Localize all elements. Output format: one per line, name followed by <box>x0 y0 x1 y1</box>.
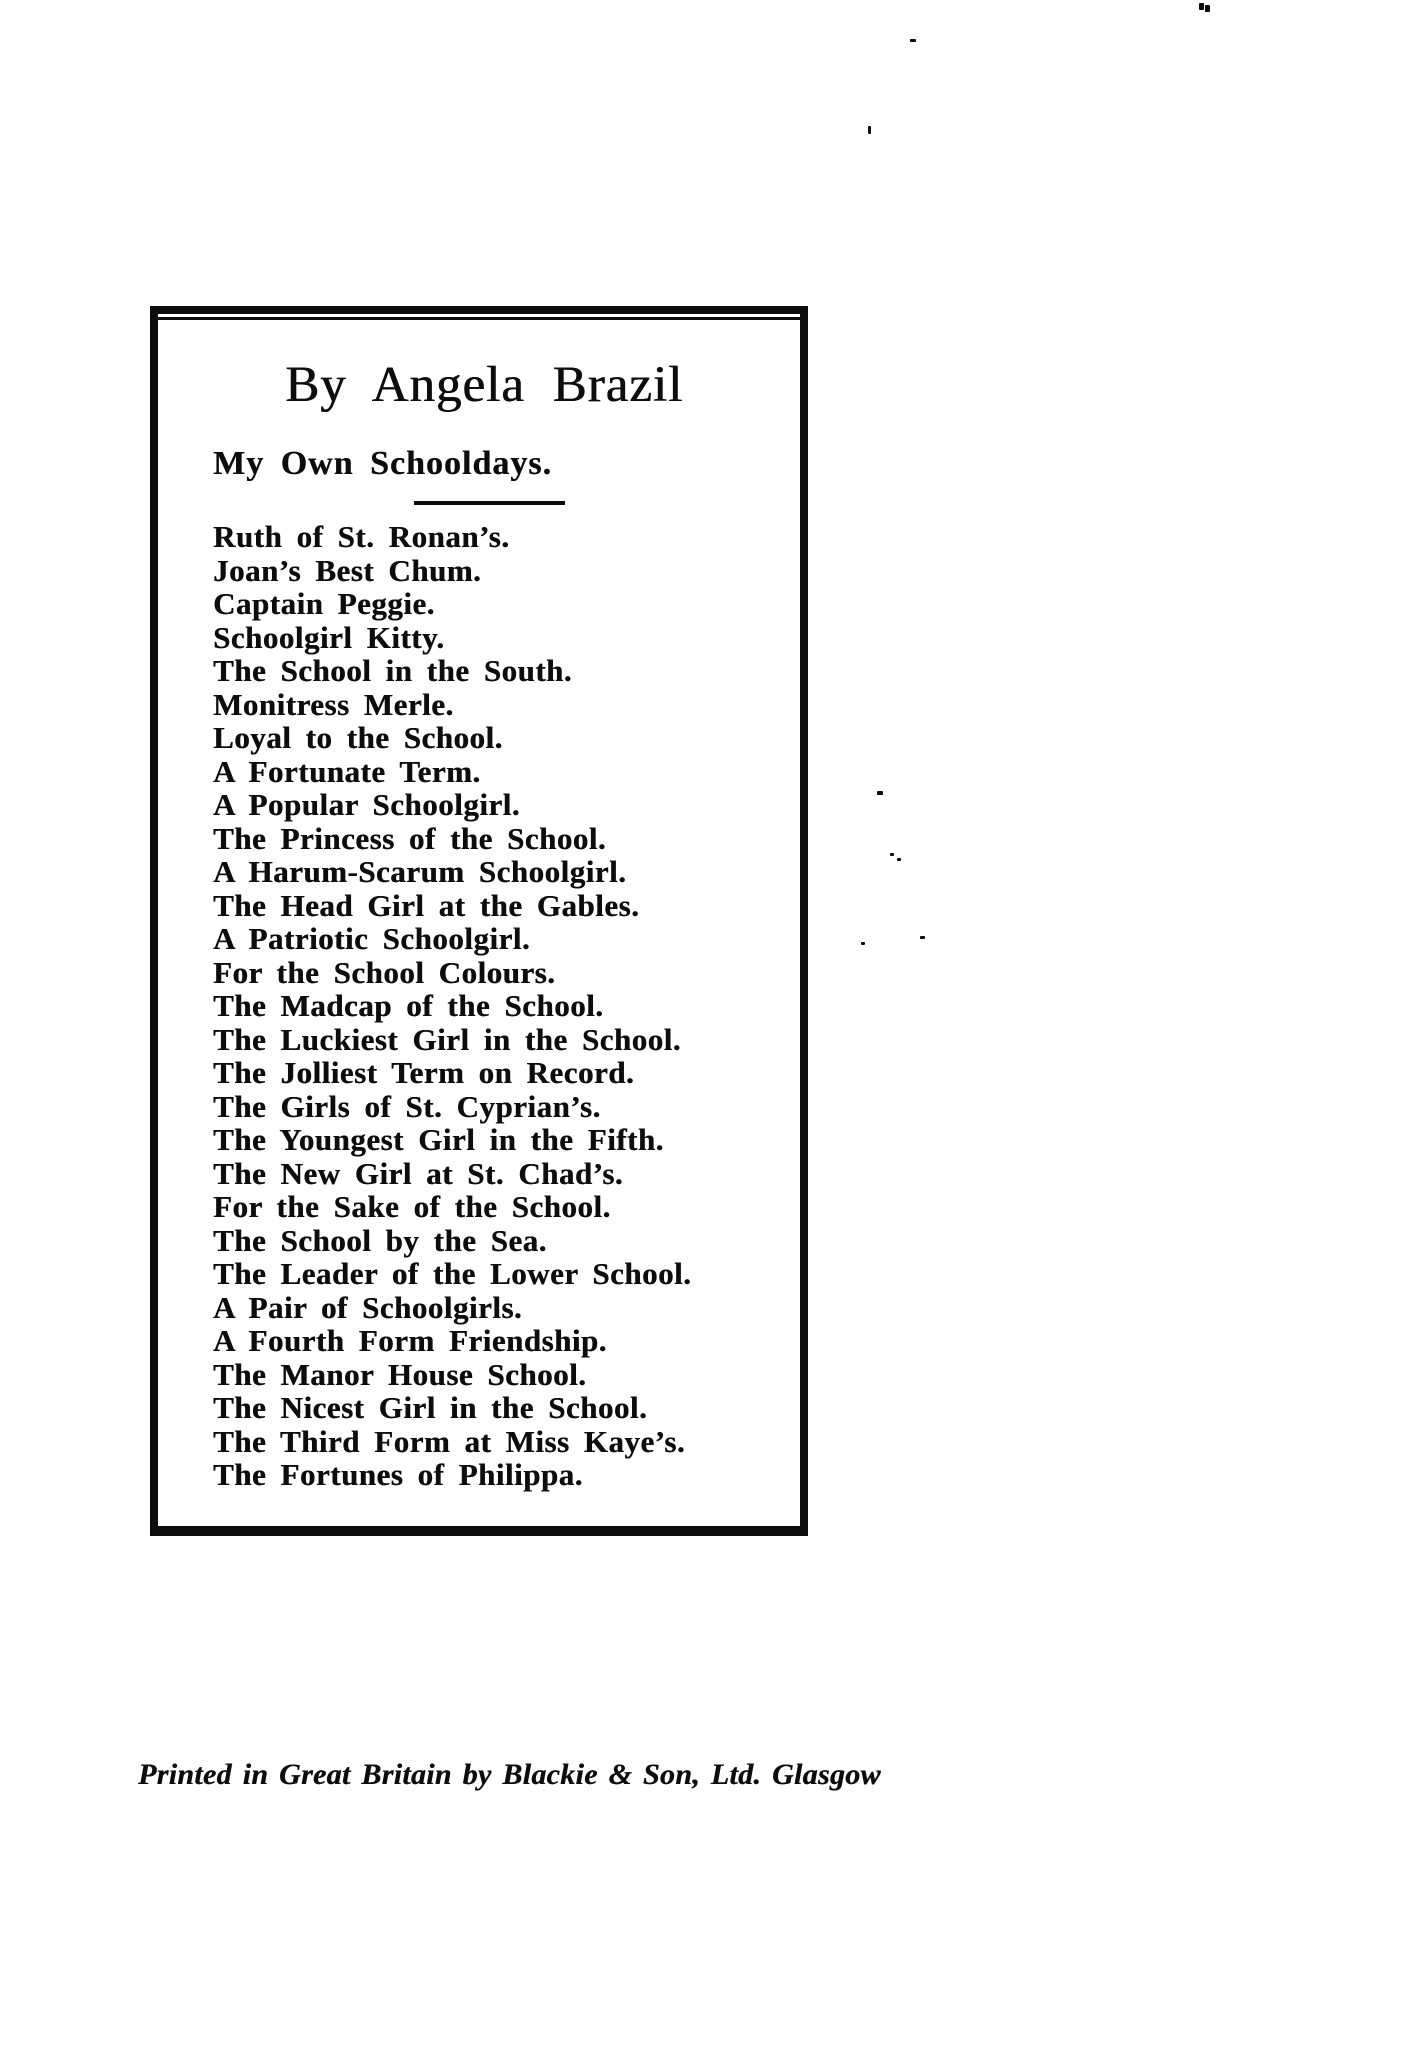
lead-book-title: My Own Schooldays. <box>213 445 552 482</box>
book-title: The Girls of St. Cyprian’s. <box>213 1088 601 1124</box>
book-title: A Fortunate Term. <box>213 753 481 789</box>
scan-speck <box>920 936 925 939</box>
book-title: The New Girl at St. Chad’s. <box>213 1155 624 1191</box>
book-title: The Luckiest Girl in the School. <box>213 1021 681 1057</box>
book-title-list <box>213 520 793 1492</box>
scan-speck <box>861 942 865 945</box>
book-title: For the Sake of the School. <box>213 1189 611 1224</box>
book-title: A Popular Schoolgirl. <box>213 787 520 822</box>
book-title: Captain Peggie. <box>213 586 435 621</box>
book-title: The Leader of the Lower School. <box>213 1256 692 1291</box>
book-title: The Jolliest Term on Record. <box>213 1055 635 1090</box>
book-title: The Third Form at Miss Kaye’s. <box>213 1423 686 1459</box>
book-title: Ruth of St. Ronan’s. <box>213 519 510 554</box>
book-title: The Manor House School. <box>213 1356 587 1392</box>
book-title: Joan’s Best Chum. <box>213 552 482 588</box>
book-title: The Fortunes of Philippa. <box>213 1457 583 1492</box>
scan-speck <box>868 126 871 134</box>
scan-speck <box>890 853 894 856</box>
book-title: For the School Colours. <box>213 954 556 990</box>
book-title: The Madcap of the School. <box>213 988 604 1023</box>
book-title: The Youngest Girl in the Fifth. <box>213 1122 664 1157</box>
book-title: Schoolgirl Kitty. <box>213 619 445 655</box>
book-title: The Princess of the School. <box>213 820 607 856</box>
book-title: The School by the Sea. <box>213 1222 547 1258</box>
scan-speck <box>877 791 883 795</box>
book-title: A Fourth Form Friendship. <box>213 1323 607 1358</box>
book-title: The School in the South. <box>213 653 573 688</box>
printer-imprint: Printed in Great Britain by Blackie & Son, Ltd. Glasgow <box>138 1758 881 1791</box>
scan-speck <box>910 39 916 42</box>
book-title: A Patriotic Schoolgirl. <box>213 921 531 956</box>
book-title: Loyal to the School. <box>213 720 503 755</box>
book-title: A Pair of Schoolgirls. <box>213 1289 523 1325</box>
author-heading: By Angela Brazil <box>285 357 684 413</box>
scan-speck <box>1199 3 1204 10</box>
book-title: The Nicest Girl in the School. <box>213 1390 648 1425</box>
frame-inner-top-rule <box>158 317 800 320</box>
book-title: The Head Girl at the Gables. <box>213 887 640 923</box>
book-title: A Harum-Scarum Schoolgirl. <box>213 854 627 889</box>
book-title: Monitress Merle. <box>213 686 454 722</box>
divider-rule <box>414 501 565 505</box>
